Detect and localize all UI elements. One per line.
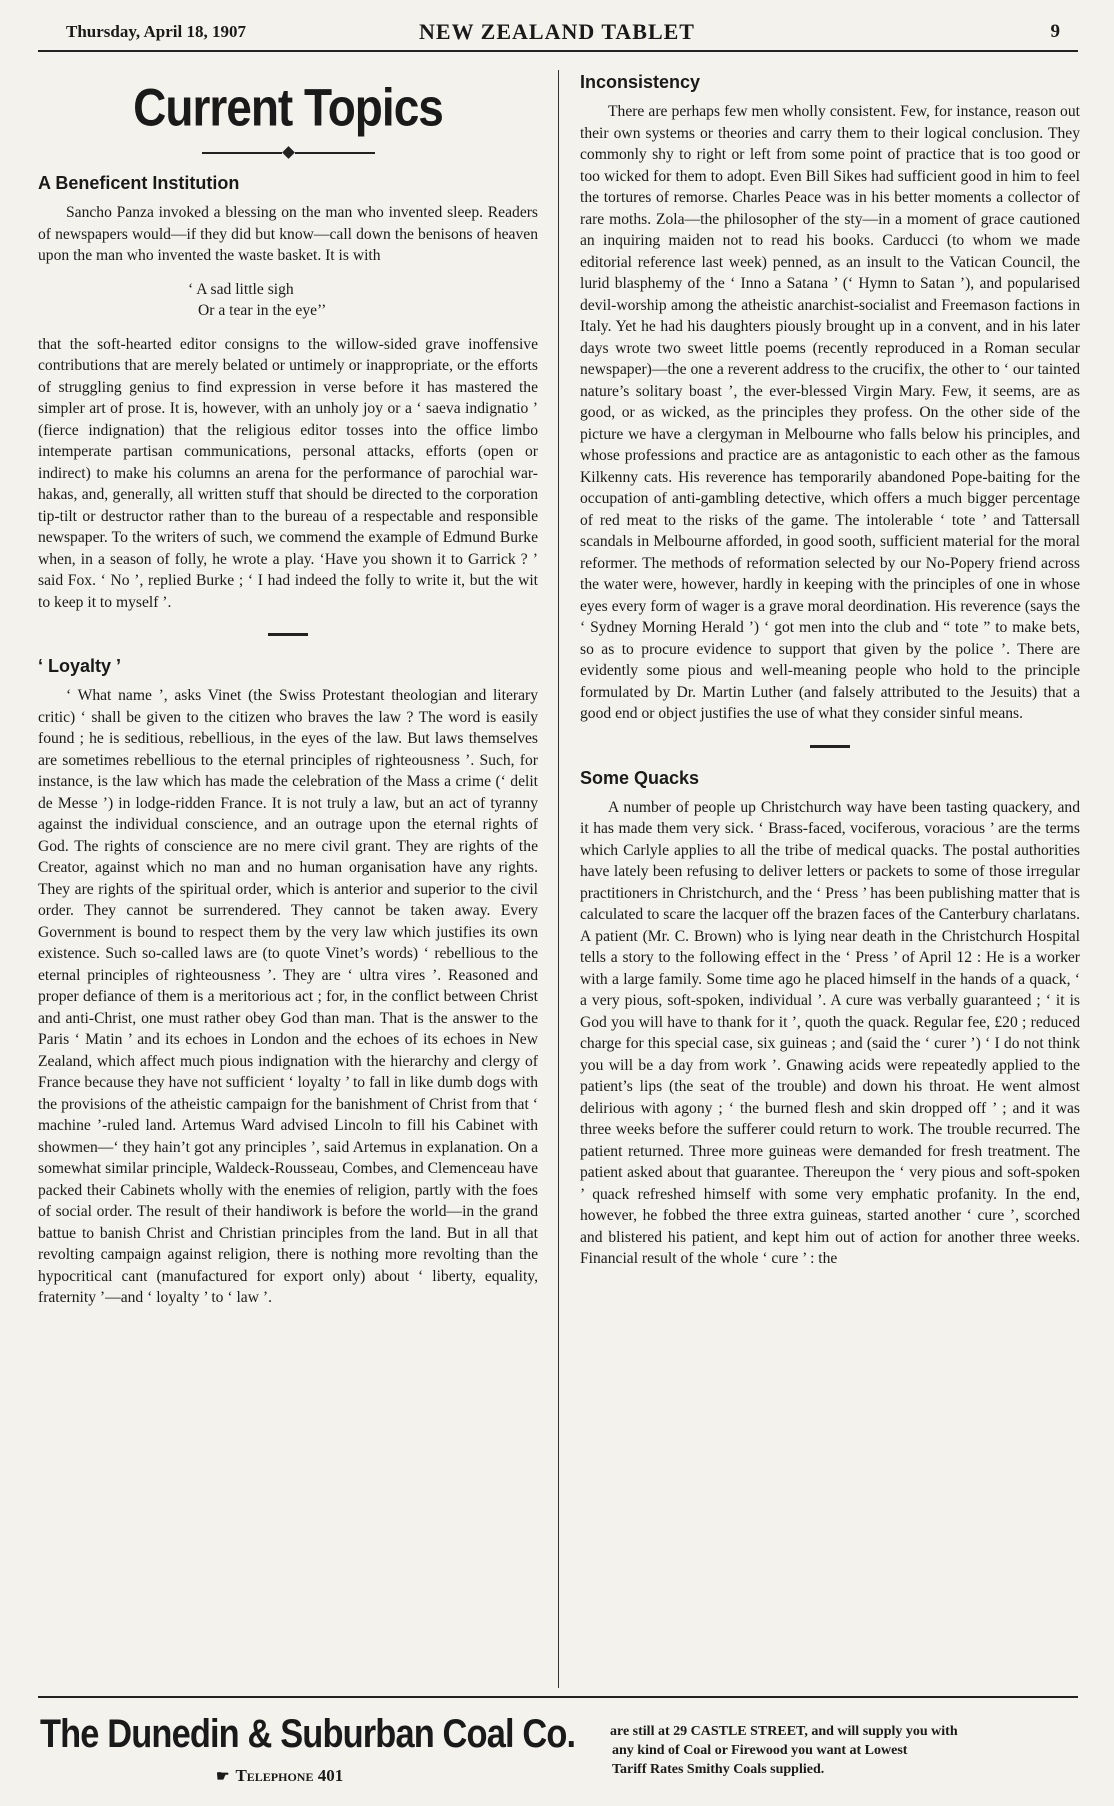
section-separator	[810, 745, 850, 748]
ad-line: Tariff Rates Smithy Coals supplied.	[612, 1762, 825, 1777]
issue-date: Thursday, April 18, 1907	[66, 22, 246, 41]
publication-title: NEW ZEALAND TABLET	[419, 19, 695, 44]
article-paragraph: ‘ What name ’, asks Vinet (the Swiss Protestant theologian and literary critic) ‘ shall be given to the citizen who braves the law ? The word is easily found ; he is seditious, rebellious, in the eyes of the law. But laws themselves are sometimes rebellious to the eternal principles of righteousness ’. Such, for instance, is the law which has made the celebration of the Mass a crime (‘ delit de Messe ’) in lodge-ridden France. It is not truly a law, but an act of tyranny against the individual conscience, and an outrage upon the eternal rights of God. The rights of conscience are no mere civil grant. They are rights of the Creator, against which no man and no human organisation have any rights. They are rights of the spiritual order, which is anterior and superior to the civil order. They cannot be surrendered. They cannot be taken away. Every Government is bound to respect them by the very law which justifies its own existence. Such so-called laws are (to quote Vinet’s words) ‘ rebellious to the eternal principles of righteousness ’. They are ‘ ultra vires ’. Reasoned and proper defiance of them is a meritorious act ; for, in the conflict between Christ and anti-Christ, one must rather obey God than man. That is the answer to the Paris ‘ Matin ’ and its echoes in London and the echoes of its echoes in New Zealand, which affect much pious indignation with the hierarchy and clergy of France because they have not sufficient ‘ loyalty ’ to fall in like dumb dogs with the provisions of the atheistic campaign for the banishment of Christ from that ‘ machine ’-ruled land. Artemus Ward advised Lincoln to fill his Cabinet with showmen—‘ they hain’t got any principles ’, said Artemus in explanation. On a somewhat similar principle, Waldeck-Rousseau, Combes, and Clemenceau have packed their Cabinets wholly with the enemies of religion, partly with the foes of social order. The result of their handiwork is before the world—in the grand battue to banish Christ and Christian principles from the land. But in all that revolting campaign against religion, there is nothing more revolting than the hypocritical cant (manufactured for export only) about ‘ liberty, equality, fraternity ’—and ‘ loyalty ’ to ‘ law ’.	[38, 687, 538, 1306]
article-paragraph: There are perhaps few men wholly consistent. Few, for instance, reason out their own systems or theories and carry them to their logical conclusion. They commonly shy to right or left from some point of practice that is too good or too wicked for them to adopt. Even Bill Sikes had sufficient good in him to feel the tortures of remorse. Charles Peace was in his better moments a collector of rare moths. Zola—the philosopher of the sty—in a moment of grace cautioned an inquiring maiden not to read his books. Carducci (to whom we made editorial reference last week) penned, as an insult to the Vatican Council, the lurid blasphemy of the ‘ Inno a Satana ’ (‘ Hymn to Satan ’), and popularised devil-worship among the atheistic anarchist-socialist and Freemason factions in Italy. Yet he had his daughters piously brought up in a convent, and in his later days wrote two sweet little poems (recently reproduced in a Roman secular newspaper)—the one a reverent address to the crucifix, the other to ‘ our tainted nature’s solitary boast ’, the ever-blessed Virgin Mary. Few, it seems, are as good, or as wicked, as the principles they profess. On the other side of the picture we have a clergyman in Melbourne who falls below his principles, and whose professions and practice are as antagonistic to each other as the famous Kilkenny cats. His reverence has temporarily abandoned Pope-baiting for the occupation of anti-gambling detective, which offers a much bigger percentage of red meat to the risks of the game. The intolerable ‘ tote ’ and Tattersall scandals in Melbourne afforded, in good sooth, sufficient material for the moral reformer. The methods of reformation selected by our No-Popery friend across the water were, however, hardly in keeping with the principles of one in whose eyes every form of wager is a grave moral deordination. His reverence (says the ‘ Sydney Morning Herald ’) ‘ got men into the club and “ tote ” to make bets, so as to procure evidence to support that given by the police ’. There are evidently some pious and well-meaning people who hold to the principle formulated by Dr. Martin Luther (and falsely attributed to the Jesuits) that a good end or object justifies the use of what they consider sinful means.	[580, 103, 1080, 722]
diamond-icon	[282, 146, 295, 159]
header-rule	[38, 50, 1078, 52]
verse-line: ‘ A sad little sigh	[188, 280, 294, 298]
page-number: 9	[1050, 21, 1060, 42]
telephone-label: Telephone	[235, 1766, 314, 1785]
article-paragraph: A number of people up Christchurch way have been tasting quackery, and it has made them very sick. ‘ Brass-faced, vociferous, voracious ’ are the terms which Carlyle applies to all the tribe of medical quacks. The postal authorities have lately been refusing to deliver letters or packets to some of those irregular practitioners in Christchurch, and the ‘ Press ’ has been publishing matter that is calculated to scare the lacquer off the brazen faces of the Canterbury charlatans. A patient (Mr. C. Brown) who is lying near death in the Christchurch Hospital tells a story to the following effect in the ‘ Press ’ of April 12 : He is a worker with a large family. Some time ago he placed himself in the hands of a quack, ‘ a very pious, soft-spoken, individual ’. A cure was verbally guaranteed ; ‘ it is God you will have to thank for it ’, quoth the quack. Regular fee, £20 ; reduced charge for this special case, six guineas ; and (said the ‘ curer ’) ‘ I do not think you will be a day from work ’. Gnawing acids were repeatedly applied to the patient’s lips (the seat of the trouble) and down his throat. He went almost delirious with agony ; ‘ the burned flesh and skin dropped off ’ ; and it was three weeks before the sufferer could return to work. The trouble recurred. The patient returned. Three more guineas were demanded for fresh treatment. The patient asked about that guarantee. Thereupon the ‘ very pious and soft-spoken ’ quack refreshed himself with some very emphatic profanity. In the end, however, he fobbed the three extra guineas, started another ‘ cure ’, scorched and blistered his patient, and kept him out of action for another three weeks. Financial result of the whole ‘ cure ’ : the	[580, 798, 1080, 1267]
article-paragraph: that the soft-hearted editor consigns to the willow-sided grave inoffensive contributions that are merely belated or untimely or inappropriate, or the efforts of struggling genius to find expression in verse before it has mastered the simpler art of prose. It is, however, with an unholy joy or a ‘ saeva indignatio ’ (fierce indignation) that the religious editor tosses into the office limbo intemperate partisan communications, personal attacks, efforts (open or indirect) to make his columns an arena for the performance of parochial war-hakas, and, generally, all written stuff that should be directed to the corporation tip-tilt or destructor rather than to the bureau of a respectable and responsible newspaper. To the writers of such, we commend the example of Edmund Burke when, in a season of folly, he wrote a play. ‘Have you shown it to Garrick ? ’ said Fox. ‘ No ’, replied Burke ; ‘ I had indeed the folly to write it, but the wit to keep it to myself ’.	[38, 335, 538, 611]
advertisement-text	[610, 1722, 1090, 1779]
section-title-loyalty: ‘ Loyalty ’	[38, 656, 122, 676]
section-title-inconsistency: Inconsistency	[580, 72, 701, 92]
section-title-beneficent-institution: A Beneficent Institution	[38, 173, 240, 193]
section-title-some-quacks: Some Quacks	[580, 767, 700, 788]
section-separator	[268, 633, 308, 636]
telephone-number: 401	[317, 1766, 344, 1785]
ad-line: any kind of Coal or Firewood you want at Lowest	[612, 1743, 908, 1758]
advertiser-name: The Dunedin & Suburban Coal Co.	[40, 1712, 576, 1756]
article-paragraph: Sancho Panza invoked a blessing on the man who invented sleep. Readers of newspapers would—if they did but know—call down the benisons of heaven upon the man who invented the waste basket. It is with	[38, 204, 538, 264]
right-column	[580, 72, 1080, 1270]
page-heading: Current Topics	[133, 77, 443, 137]
verse-quote	[188, 279, 538, 322]
page-header	[40, 18, 1074, 48]
pointing-hand-icon: ☛	[216, 1769, 230, 1785]
left-column	[38, 72, 538, 1309]
column-divider	[558, 70, 559, 1688]
ad-line: are still at 29 CASTLE STREET, and will supply you with	[610, 1724, 958, 1739]
verse-line: Or a tear in the eye’’	[198, 302, 327, 319]
footer-rule	[38, 1696, 1078, 1698]
advertiser-telephone	[216, 1766, 343, 1786]
heading-ornament	[38, 148, 538, 157]
